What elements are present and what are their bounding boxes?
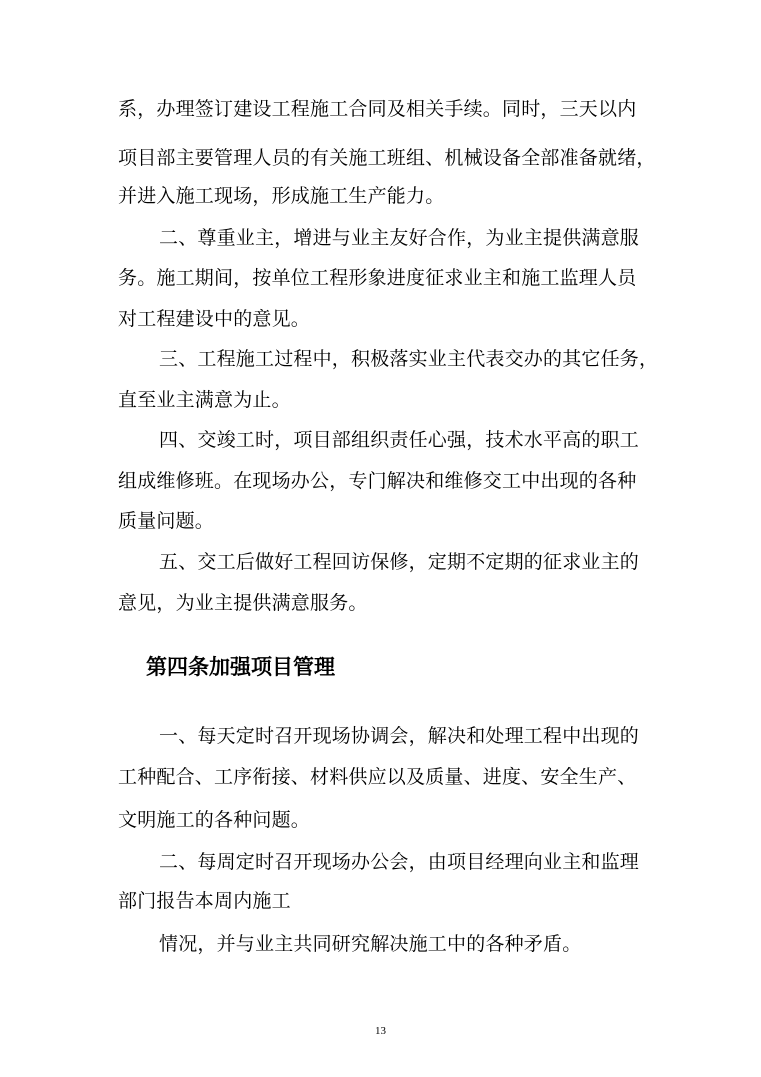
paragraph-line: 五、交工后做好工程回访保修，定期不定期的征求业主的 — [159, 551, 640, 573]
paragraph-line: 务。施工期间，按单位工程形象进度征求业主和施工监理人员 — [118, 267, 637, 289]
paragraph-line: 质量问题。 — [118, 510, 215, 532]
paragraph-line: 系，办理签订建设工程施工合同及相关手续。同时，三天以内 — [118, 98, 637, 120]
paragraph-line: 文明施工的各种问题。 — [118, 809, 311, 831]
paragraph-line: 一、每天定时召开现场协调会，解决和处理工程中出现的 — [159, 725, 640, 747]
paragraph-line: 意见，为业主提供满意服务。 — [118, 592, 368, 614]
paragraph-line: 二、每周定时召开现场办公会，由项目经理向业主和监理 — [159, 851, 640, 873]
paragraph-line: 组成维修班。在现场办公，专门解决和维修交工中出现的各种 — [118, 470, 637, 492]
paragraph-line: 对工程建设中的意见。 — [118, 308, 311, 330]
paragraph-line: 三、工程施工过程中，积极落实业主代表交办的其它任务， — [159, 348, 659, 370]
paragraph-line: 情况，并与业主共同研究解决施工中的各种矛盾。 — [159, 933, 582, 955]
paragraph-line: 四、交竣工时，项目部组织责任心强，技术水平高的职工 — [159, 429, 640, 451]
page-number: 13 — [375, 1025, 386, 1037]
paragraph-line: 二、尊重业主，增进与业主友好合作，为业主提供满意服 — [159, 227, 640, 249]
paragraph-line: 部门报告本周内施工 — [118, 890, 291, 912]
paragraph-line: 项目部主要管理人员的有关施工班组、机械设备全部准备就绪， — [118, 147, 656, 169]
paragraph-line: 直至业主满意为止。 — [118, 389, 291, 411]
section-heading: 第四条加强项目管理 — [146, 655, 335, 679]
paragraph-line: 工种配合、工序衔接、材料供应以及质量、进度、安全生产、 — [118, 766, 637, 788]
paragraph-line: 并进入施工现场，形成施工生产能力。 — [118, 185, 445, 207]
